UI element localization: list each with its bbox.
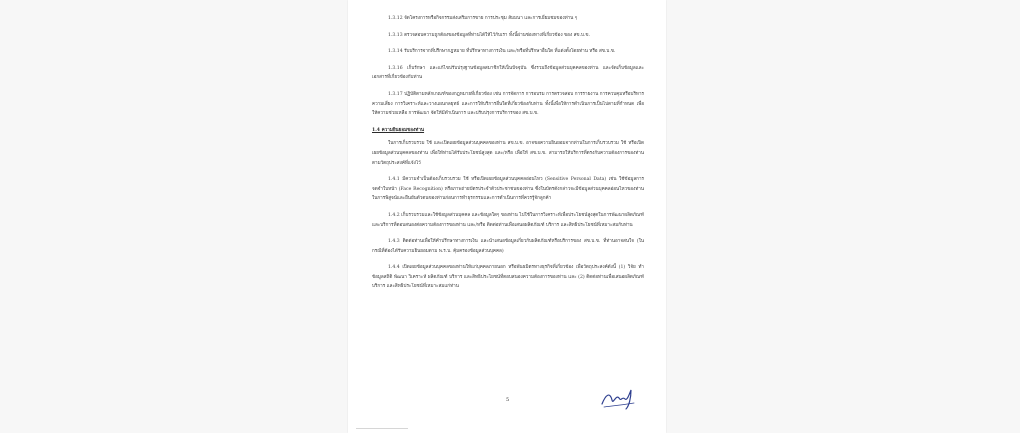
- paragraph-1-4-3: 1.4.3 ติดต่อท่านเพื่อให้คำปรึกษาทางการเงิน และนำเสนอข้อมูลเกี่ยวกับผลิตภัณฑ์หรือบริการของ สข.บ.ข. ที่ท่านอาจสนใจ (ในกรณีที่ต้องได้รับความยินยอมตาม พ.ร.บ. คุ้มครองข้อมูลส่วนบุคคล): [372, 239, 644, 254]
- bottom-divider: [356, 428, 408, 429]
- paragraph-1-4-4: 1.4.4 เปิดเผยข้อมูลส่วนบุคคลของท่านให้แก่บุคคลภายนอก หรือพันธมิตรทางธุรกิจที่เกี่ยวข้อง เพื่อวัตถุประสงค์ดังนี้ (1) วิจัย ทำข้อมูลสถิติ พัฒนา วิเคราะห์ ผลิตภัณฑ์ บริการ และสิทธิประโยชน์ที่ตอบสนองความต้องการของท่าน และ (2) ติดต่อท่านเพื่อเสนอผลิตภัณฑ์ บริการ และสิทธิประโยชน์ที่เหมาะสมแก่ท่าน: [372, 265, 644, 290]
- page-number: 5: [506, 397, 510, 403]
- paragraph-1-3-17: 1.3.17 ปฏิบัติตามหลักเกณฑ์ของกฎหมายที่เกี่ยวข้อง เช่น การจัดการ การอบรม การตรวจสอบ การรายงาน การควบคุมหรือบริหารความเสี่ยง การวิเคราะห์และวางแผนกลยุทธ์ และการให้บริการอื่นใดที่เกี่ยวข้องกับท่าน ทั้งนี้เพื่อให้การดำเนินการเป็นไปตามที่กำหนด เพื่อให้ความช่วยเหลือ การพัฒนา จัดให้มีดำเนินการ และปรับปรุงการบริการของ สข.บ.ข.: [372, 91, 644, 117]
- paragraph-1-3-13: 1.3.13 ตรวจสอบความถูกต้องของข้อมูลที่ท่านได้ให้ไว้กับเรา ทั้งนี้ผ่านช่องทางที่เกี่ยวข้อง ของ สข.บ.ข.: [388, 32, 590, 38]
- paragraph-1-3-12: 1.3.12 จัดโครงการหรือกิจกรรมส่งเสริมการขาย การประชุม สัมมนา และการเยี่ยมชมของท่าน ๆ: [388, 16, 578, 21]
- section-heading-consent: 1.4 ความยินยอมของท่าน: [372, 127, 425, 133]
- paragraph-1-3-16: 1.3.16 เก็บรักษา และแก้ไขปรับปรุงฐานข้อมูลสมาชิกให้เป็นปัจจุบัน ซึ่งรวมถึงข้อมูลส่วนบุคคลของท่าน และจัดเก็บข้อมูลและเอกสารที่เกี่ยวข้องกับท่าน: [372, 65, 644, 81]
- paragraph-consent-intro: ในการเก็บรวบรวม ใช้ และเปิดเผยข้อมูลส่วนบุคคลของท่าน สข.บ.ข. อาจขอความยินยอมจากท่านในการเก็บรวบรวม ใช้ หรือเปิดเผยข้อมูลส่วนบุคคลของท่าน เพื่อให้ท่านได้รับประโยชน์สูงสุด และ/หรือ เพื่อให้ สข.บ.ข. สามารถให้บริการที่ตรงกับความต้องการของท่าน ตามวัตถุประสงค์ที่แจ้งไว้: [372, 141, 644, 166]
- paragraph-1-4-2: 1.4.2 เก็บรวบรวมและใช้ข้อมูลส่วนบุคคล และข้อมูลใดๆ ของท่าน ไปใช้ในการวิเคราะห์เพื่อประโยชน์สูงสุดในการพัฒนาผลิตภัณฑ์และบริการที่ตอบสนองต่อความต้องการของท่าน และ/หรือ ติดต่อท่านเพื่อเสนอผลิตภัณฑ์ บริการ และสิทธิประโยชน์ที่เหมาะสมกับท่าน: [372, 212, 644, 228]
- paragraph-1-4-1: 1.4.1 มีความจำเป็นต้องเก็บรวบรวม ใช้ หรือเปิดเผยข้อมูลส่วนบุคคลอ่อนไหว (Sensitive Personal Data) เช่น ใช้ข้อมูลการจดจำใบหน้า (Face Recognition) หรือภาพถ่ายบัตรประจำตัวประชาชนของท่าน ซึ่งในบัตรดังกล่าวจะมีข้อมูลส่วนบุคคลอ่อนไหวของท่าน ในการพิสูจน์และยืนยันตัวตนของท่านก่อนการทำธุรกรรมและการดำเนินการที่ควรรู้จักลูกค้า: [372, 177, 644, 202]
- document-body: [372, 14, 644, 299]
- document-page: [348, 0, 666, 433]
- paragraph-1-3-14: 1.3.14 รับบริการจากที่ปรึกษากฎหมาย ที่ปรึกษาทางการเงิน และ/หรือที่ปรึกษาอื่นใด ที่แต่งตั้งโดยท่าน หรือ สข.บ.ข.: [388, 49, 616, 55]
- signature-icon: [598, 386, 638, 412]
